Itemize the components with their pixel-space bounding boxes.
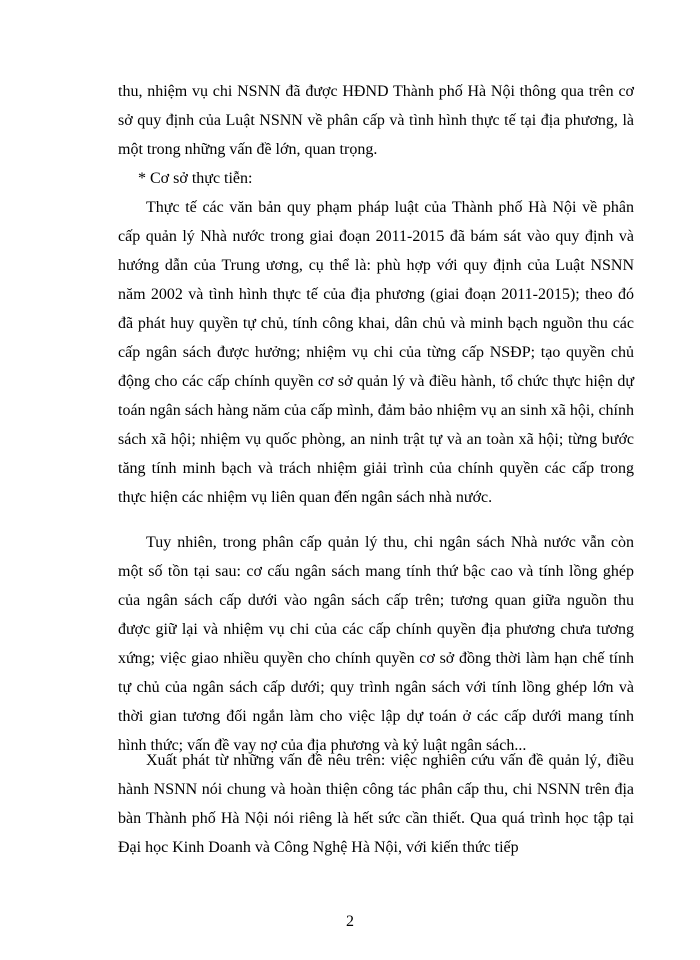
paragraph-rationale: Xuất phát từ những vấn đề nêu trên: việc nghiên cứu vấn đề quản lý, điều hành NSNN nói chung và hoàn thiện công tác phân cấp thu, chi NSNN trên địa bàn Thành phố Hà Nội nói riêng là hết sức cần thiết. Qua quá trình học tập tại Đại học Kinh Doanh và Công Nghệ Hà Nội, với kiến thức tiếp — [118, 752, 634, 856]
page-number: 2 — [346, 913, 354, 930]
paragraph-practical-basis: Thực tế các văn bản quy phạm pháp luật của Thành phố Hà Nội về phân cấp quản lý Nhà nước trong giai đoạn 2011-2015 đã bám sát vào quy định và hướng dẫn của Trung ương, cụ thể là: phù hợp với quy định của Luật NSNN năm 2002 và tình hình thực tế của địa phương (giai đoạn 2011-2015); theo đó đã phát huy quyền tự chủ, tính công khai, dân chủ và minh bạch nguồn thu các cấp ngân sách được hưởng; nhiệm vụ chi của từng cấp NSĐP; tạo quyền chủ động cho các cấp chính quyền cơ sở quản lý và điều hành, tổ chức thực hiện dự toán ngân sách hàng năm của cấp mình, đảm bảo nhiệm vụ an sinh xã hội, chính sách xã hội; nhiệm vụ quốc phòng, an ninh trật tự và an toàn xã hội; từng bước tăng tính minh bạch và trách nhiệm giải trình của chính quyền các cấp trong thực hiện các nhiệm vụ liên quan đến ngân sách nhà nước. — [118, 199, 634, 506]
section-heading-practical-basis: * Cơ sở thực tiễn: — [138, 170, 253, 187]
paragraph-limitations: Tuy nhiên, trong phân cấp quản lý thu, chi ngân sách Nhà nước vẫn còn một số tồn tại sau: cơ cấu ngân sách mang tính thứ bậc cao và tính lồng ghép của ngân sách cấp dưới vào ngân sách cấp trên; tương quan giữa nguồn thu được giữ lại và nhiệm vụ chi của các cấp chính quyền địa phương chưa tương xứng; việc giao nhiều quyền cho chính quyền cơ sở đồng thời làm hạn chế tính tự chủ của ngân sách cấp dưới; quy trình ngân sách với tính lồng ghép lớn và thời gian tương đối ngắn làm cho việc lập dự toán ở các cấp dưới mang tính hình thức; vấn đề vay nợ của địa phương và kỷ luật ngân sách... — [118, 534, 634, 754]
paragraph-continuation: thu, nhiệm vụ chi NSNN đã được HĐND Thành phố Hà Nội thông qua trên cơ sở quy định của Luật NSNN về phân cấp và tình hình thực tế tại địa phương, là một trong những vấn đề lớn, quan trọng. — [118, 83, 634, 158]
